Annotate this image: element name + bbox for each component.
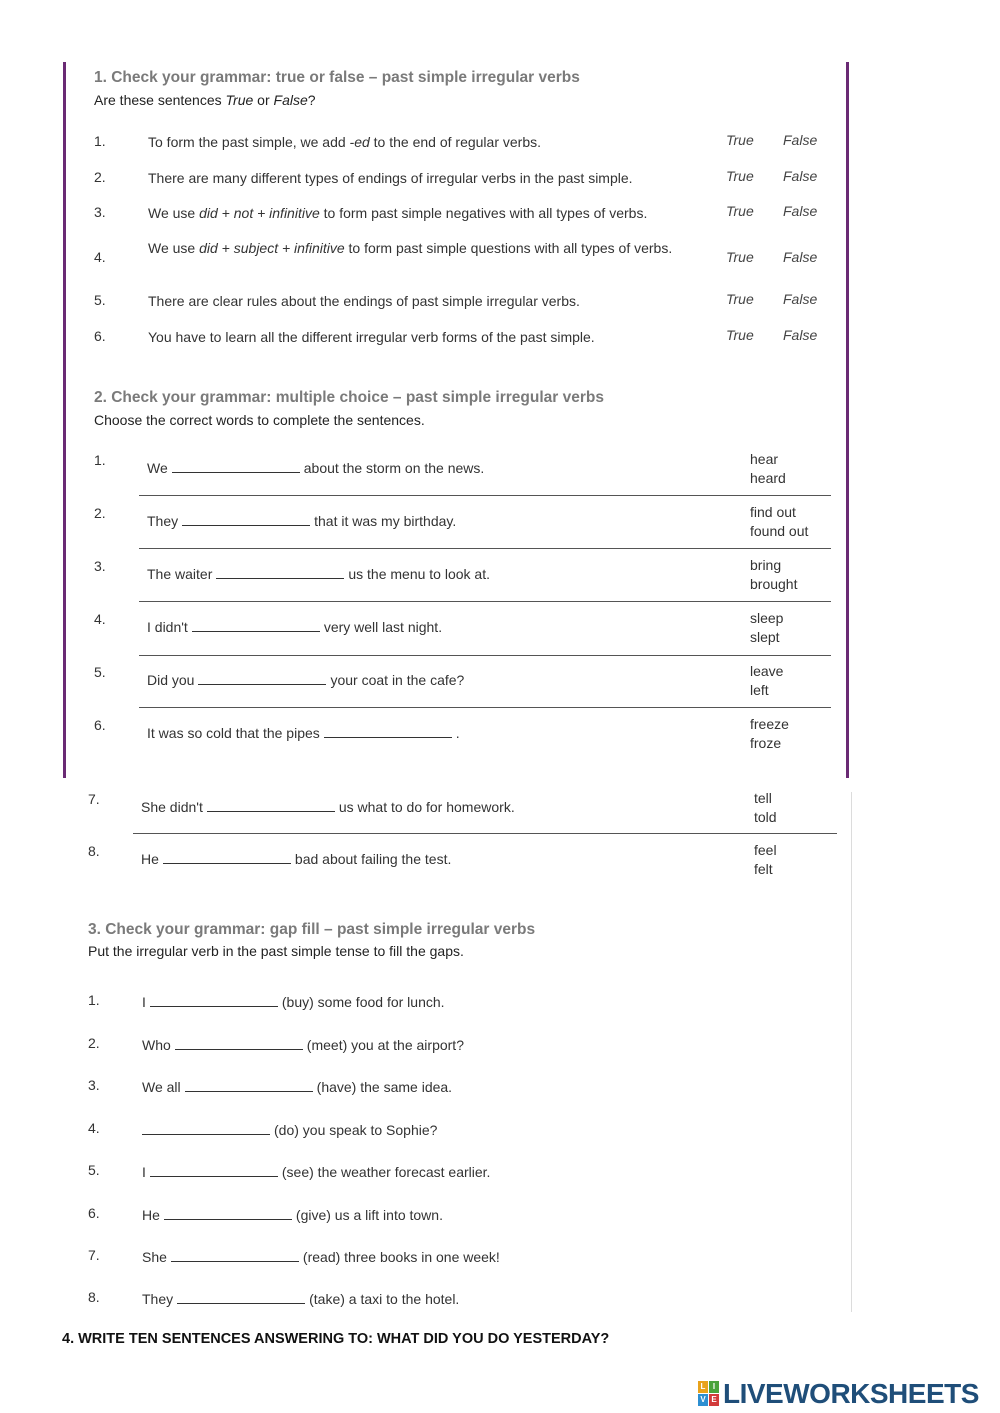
gap-item-number: 7. xyxy=(88,1247,100,1263)
mc-item-number: 6. xyxy=(94,717,106,733)
choice-option[interactable]: bring xyxy=(750,557,782,573)
choice-option[interactable]: told xyxy=(754,809,777,825)
answer-blank[interactable] xyxy=(207,799,335,812)
section3-title: 3. Check your grammar: gap fill – past simple irregular verbs xyxy=(88,921,536,938)
tf-item-sentence: To form the past simple, we add -ed to the end of regular verbs. xyxy=(148,134,541,150)
choice-option[interactable]: left xyxy=(750,682,769,698)
tf-item-number: 4. xyxy=(94,249,106,265)
tf-item-number: 5. xyxy=(94,292,106,308)
tf-item-sentence: There are clear rules about the endings of past simple irregular verbs. xyxy=(148,293,580,309)
answer-blank[interactable] xyxy=(150,1164,278,1177)
answer-blank[interactable] xyxy=(177,1291,305,1304)
false-option[interactable]: False xyxy=(783,132,818,148)
mc-item-number: 3. xyxy=(94,558,106,574)
answer-blank[interactable] xyxy=(142,1122,270,1135)
mc-item-sentence: He bad about failing the test. xyxy=(141,851,452,867)
tf-item-number: 3. xyxy=(94,204,106,220)
answer-blank[interactable] xyxy=(216,566,344,579)
false-option[interactable]: False xyxy=(783,203,818,219)
gap-item-number: 8. xyxy=(88,1289,100,1305)
mc-item-number: 8. xyxy=(88,843,100,859)
mc-item-sentence: We about the storm on the news. xyxy=(147,460,485,476)
gap-item-number: 2. xyxy=(88,1035,100,1051)
mc-item-sentence: They that it was my birthday. xyxy=(147,513,457,529)
mc-item-sentence: The waiter us the menu to look at. xyxy=(147,566,490,582)
frame-right-border xyxy=(846,62,849,778)
mc-item-number: 2. xyxy=(94,505,106,521)
true-option[interactable]: True xyxy=(726,291,754,307)
tf-item-sentence: We use did + subject + infinitive to form past simple questions with all types of verbs. xyxy=(148,240,673,256)
choice-option[interactable]: slept xyxy=(750,629,780,645)
section3-instruction: Put the irregular verb in the past simple tense to fill the gaps. xyxy=(88,943,464,959)
section2-title: 2. Check your grammar: multiple choice – past simple irregular verbs xyxy=(94,389,604,406)
gap-item-number: 3. xyxy=(88,1077,100,1093)
gap-item-sentence: (do) you speak to Sophie? xyxy=(142,1121,437,1140)
row-divider xyxy=(139,707,831,708)
row-divider xyxy=(139,601,831,602)
tf-item-number: 1. xyxy=(94,133,106,149)
answer-blank[interactable] xyxy=(198,672,326,685)
tf-item-sentence: There are many different types of endings of irregular verbs in the past simple. xyxy=(148,170,633,186)
section4-title: 4. WRITE TEN SENTENCES ANSWERING TO: WHAT DID YOU DO YESTERDAY? xyxy=(62,1331,610,1347)
gap-item-sentence: She (read) three books in one week! xyxy=(142,1249,500,1265)
mc-item-number: 5. xyxy=(94,664,106,680)
answer-blank[interactable] xyxy=(172,460,300,473)
choice-option[interactable]: leave xyxy=(750,663,784,679)
choice-option[interactable]: feel xyxy=(754,842,777,858)
answer-blank[interactable] xyxy=(150,994,278,1007)
answer-blank[interactable] xyxy=(164,1207,292,1220)
false-option[interactable]: False xyxy=(783,291,818,307)
row-divider xyxy=(133,833,837,834)
answer-blank[interactable] xyxy=(192,619,320,632)
choice-option[interactable]: freeze xyxy=(750,716,789,732)
section2-instruction: Choose the correct words to complete the sentences. xyxy=(94,412,425,428)
frame-left-border xyxy=(63,62,66,778)
answer-blank[interactable] xyxy=(324,725,452,738)
mc-item-sentence: Did you your coat in the cafe? xyxy=(147,672,465,688)
gap-item-number: 6. xyxy=(88,1205,100,1221)
liveworksheets-logo-icon: L I V E xyxy=(698,1381,720,1407)
mc-item-sentence: I didn't very well last night. xyxy=(147,619,443,635)
true-option[interactable]: True xyxy=(726,327,754,343)
frame-right-faint-border xyxy=(851,792,852,1312)
mc-item-number: 1. xyxy=(94,452,106,468)
choice-option[interactable]: tell xyxy=(754,790,772,806)
mc-item-number: 7. xyxy=(88,791,100,807)
row-divider xyxy=(139,548,831,549)
answer-blank[interactable] xyxy=(182,513,310,526)
section1-instruction: Are these sentences True or False? xyxy=(94,92,316,108)
section1-title: 1. Check your grammar: true or false – past simple irregular verbs xyxy=(94,69,580,86)
tf-item-sentence: You have to learn all the different irregular verb forms of the past simple. xyxy=(148,329,595,345)
gap-item-number: 5. xyxy=(88,1162,100,1178)
mc-item-sentence: She didn't us what to do for homework. xyxy=(141,799,515,815)
answer-blank[interactable] xyxy=(163,851,291,864)
false-option[interactable]: False xyxy=(783,168,818,184)
tf-item-sentence: We use did + not + infinitive to form past simple negatives with all types of verbs. xyxy=(148,205,648,221)
gap-item-sentence: We all (have) the same idea. xyxy=(142,1079,453,1095)
true-option[interactable]: True xyxy=(726,168,754,184)
mc-item-number: 4. xyxy=(94,611,106,627)
gap-item-number: 4. xyxy=(88,1120,100,1136)
choice-option[interactable]: sleep xyxy=(750,610,784,626)
tf-item-number: 2. xyxy=(94,169,106,185)
false-option[interactable]: False xyxy=(783,327,818,343)
gap-item-number: 1. xyxy=(88,992,100,1008)
tf-item-number: 6. xyxy=(94,328,106,344)
logo-text: LIVEWORKSHEETS xyxy=(723,1378,979,1409)
choice-option[interactable]: froze xyxy=(750,735,782,751)
true-option[interactable]: True xyxy=(726,249,754,265)
liveworksheets-logo[interactable] xyxy=(698,1379,979,1409)
row-divider xyxy=(139,655,831,656)
choice-option[interactable]: found out xyxy=(750,523,809,539)
gap-item-sentence: I (see) the weather forecast earlier. xyxy=(142,1164,491,1180)
mc-item-sentence: It was so cold that the pipes . xyxy=(147,725,460,741)
choice-option[interactable]: hear xyxy=(750,451,779,467)
choice-option[interactable]: brought xyxy=(750,576,798,592)
row-divider xyxy=(139,495,831,496)
gap-item-sentence: He (give) us a lift into town. xyxy=(142,1207,443,1223)
gap-item-sentence: They (take) a taxi to the hotel. xyxy=(142,1291,460,1307)
answer-blank[interactable] xyxy=(171,1249,299,1262)
choice-option[interactable]: felt xyxy=(754,861,773,877)
answer-blank[interactable] xyxy=(185,1079,313,1092)
gap-item-sentence: Who (meet) you at the airport? xyxy=(142,1037,464,1053)
gap-item-sentence: I (buy) some food for lunch. xyxy=(142,994,445,1010)
choice-option[interactable]: heard xyxy=(750,470,786,486)
false-option[interactable]: False xyxy=(783,249,818,265)
choice-option[interactable]: find out xyxy=(750,504,796,520)
answer-blank[interactable] xyxy=(175,1037,303,1050)
true-option[interactable]: True xyxy=(726,132,754,148)
true-option[interactable]: True xyxy=(726,203,754,219)
